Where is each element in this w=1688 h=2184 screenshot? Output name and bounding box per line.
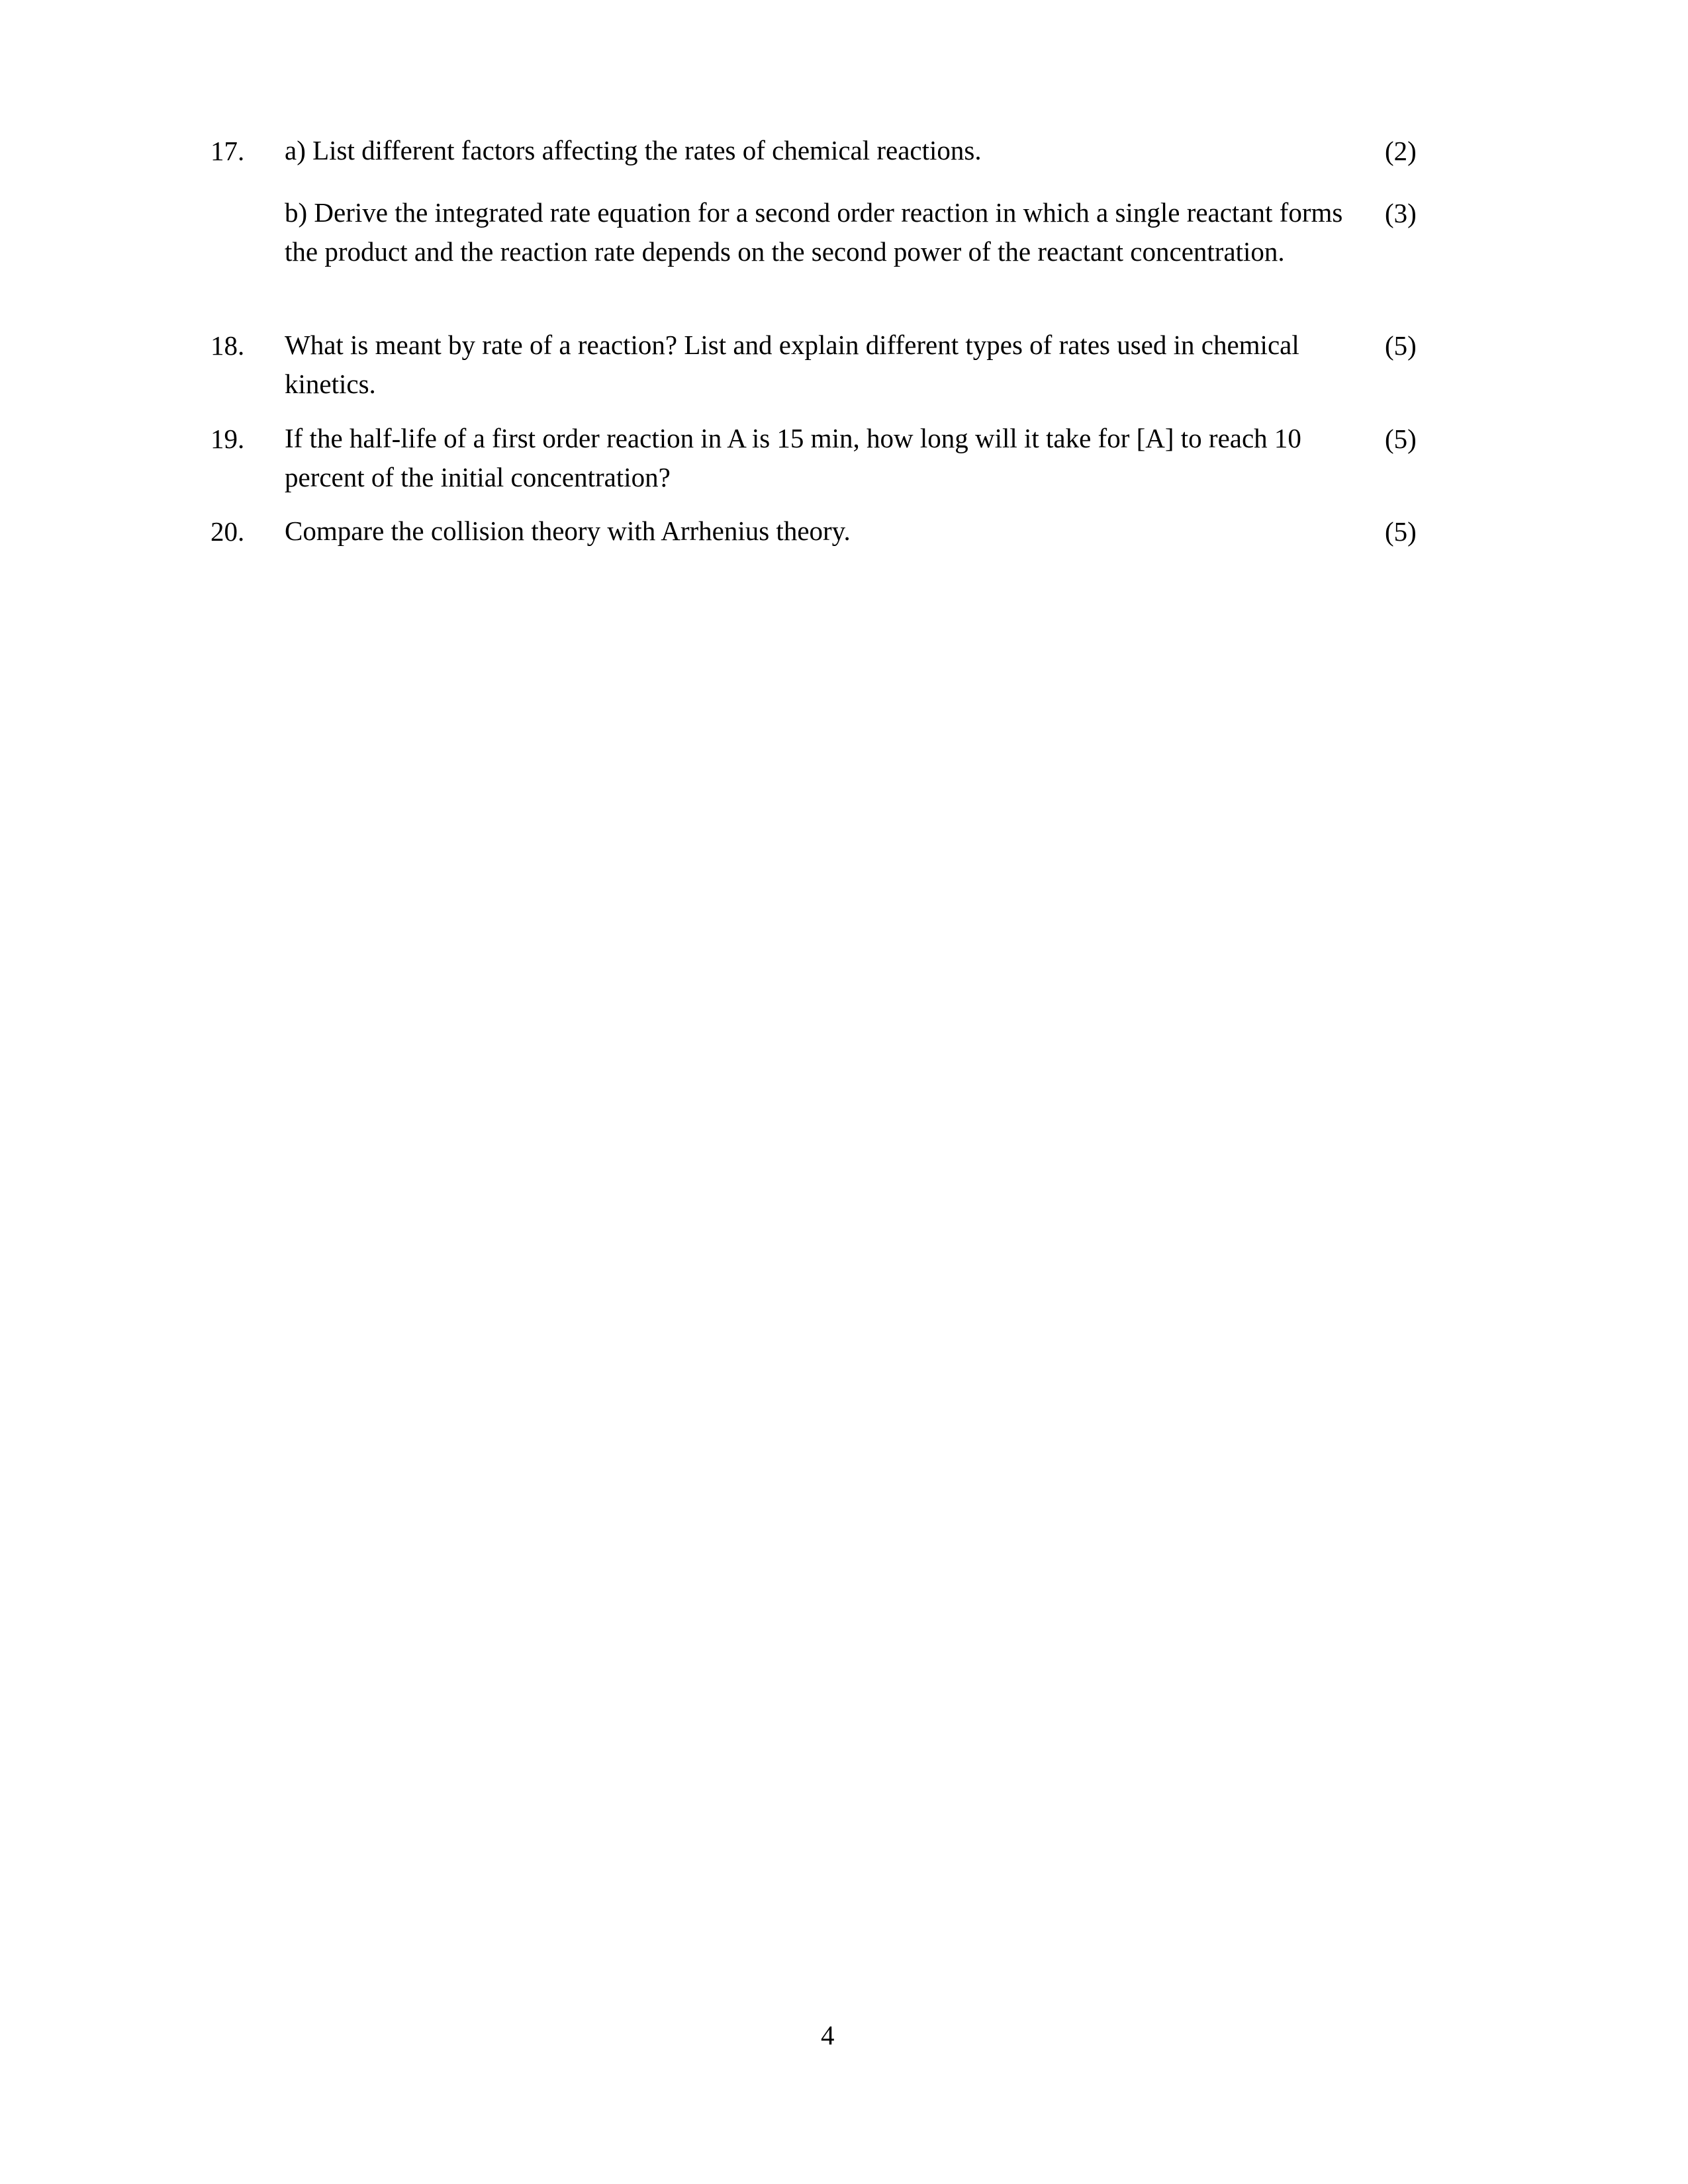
question-19-marks: (5) — [1385, 424, 1417, 454]
question-19-text: If the half-life of a first order reaction in A is 15 min, how long will it take for [A] to reach 10 percent of the initial concentration? — [285, 423, 1301, 492]
question-18-number: 18. — [211, 330, 245, 361]
question-17a-text: a) List different factors affecting the rates of chemical reactions. — [285, 135, 982, 165]
question-17a-marks: (2) — [1385, 136, 1417, 166]
question-17-number: 17. — [211, 136, 245, 166]
question-20-text: Compare the collision theory with Arrhenius theory. — [285, 516, 851, 546]
question-20-marks: (5) — [1385, 516, 1417, 547]
question-17b-marks: (3) — [1385, 198, 1417, 228]
question-18-marks: (5) — [1385, 330, 1417, 361]
question-18-text: What is meant by rate of a reaction? List and explain different types of rates used in chemical kinetics. — [285, 330, 1299, 399]
page-number: 4 — [821, 2020, 835, 2050]
question-17b-text: b) Derive the integrated rate equation for a second order reaction in which a single reactant forms the product and the reaction rate depends on the second power of the reactant concentration. — [285, 197, 1343, 267]
question-19-number: 19. — [211, 424, 245, 454]
question-20-number: 20. — [211, 516, 245, 547]
